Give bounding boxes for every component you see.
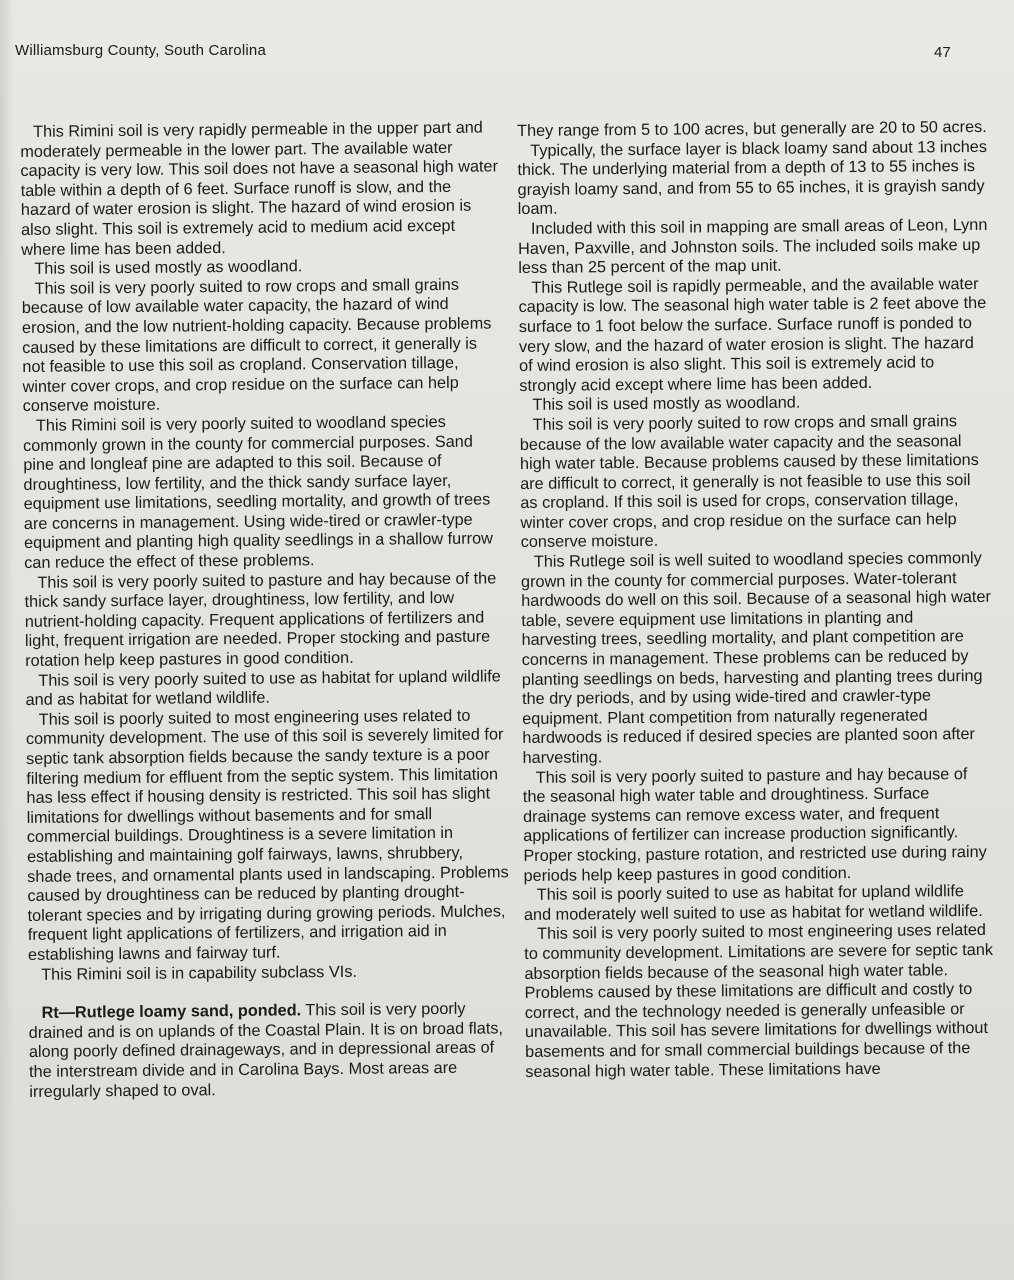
section-rutlege-text: This soil is very poorly drained and is on uplands of the Coastal Plain. It is on broad flats, along poorly defined drainageways, and in depressional areas of the interstream divide and in Carolina Bays. Most areas are irregularly shaped to oval. <box>28 999 504 1101</box>
paragraph-rimini-woodland: This Rimini soil is very poorly suited to woodland species commonly grown in the county for commercial purposes. Sand pine and longleaf pine are adapted to this soil. Because of droughtiness, low fertility, and the thick sandy surface layer, equipment use limitations, seedling mortality, and growth of trees are concerns in management. Using wide-tired or crawler-type equipment and planting high quality seedlings in a shallow furrow can reduce the effect of these problems. <box>23 412 493 573</box>
paragraph-rimini-engineering: This soil is poorly suited to most engineering uses related to community development. The use of this soil is severely limited for septic tank absorption fields because the sandy texture is a poor filtering medium for effluent from the septic system. This limitation has less effect if housing density is restricted. This soil has slight limitations for dwellings without basements and for small commercial buildings. Droughtiness is a severe limitation in establishing and maintaining golf fairways, lawns, shrubbery, shade trees, and ornamental plants used in landscaping. Problems caused by droughtiness can be reduced by planting drought-tolerant species and by irrigating during growing periods. Mulches, frequent light applications of fertilizers, and irrigation aid in establishing lawns and fairway turf. <box>25 706 509 964</box>
page-edge-shadow <box>0 0 14 1280</box>
page-number: 47 <box>934 44 951 61</box>
paragraph-rimini-wildlife: This soil is very poorly suited to use as habitat for upland wildlife and as habitat for wetland wildlife. <box>25 667 501 710</box>
paragraph-rutlege-profile: Typically, the surface layer is black loamy sand about 13 inches thick. The underlying material from a depth of 13 to 55 inches is grayish loamy sand, and from 55 to 65 inches, it is grayish sandy loam. <box>517 137 988 219</box>
paragraph-rutlege-crops: This soil is very poorly suited to row crops and small grains because of the low available water capacity and the seasonal high water table. Because problems caused by these limitations are difficult to correct, it generally is not feasible to use this soil as cropland. If this soil is used for crops, conservation tillage, winter cover crops, and crop residue on the surface can help conserve moisture. <box>519 412 979 552</box>
paragraph-rimini-use: This soil is used mostly as woodland. <box>34 257 303 279</box>
section-heading-rutlege: Rt—Rutlege loamy sand, ponded. <box>41 1001 302 1022</box>
paragraph-rimini-permeability: This Rimini soil is very rapidly permeable in the upper part and moderately permeable in the lower part. The available water capacity is very low. This soil does not have a seasonal high water table within a depth of 6 feet. Surface runoff is slow, and the hazard of water erosion is slight. The hazard of wind erosion is also slight. This soil is extremely acid to medium acid except where lime has been added. <box>20 118 499 259</box>
paragraph-rimini-crops: This soil is very poorly suited to row crops and small grains because of low available water capacity, the hazard of wind erosion, and the low nutrient-holding capacity. Because problems caused by these limitations are difficult to correct, it generally is not feasible to use this soil as cropland. Conservation tillage, winter cover crops, and crop residue on the surface can help conserve moisture. <box>21 275 492 416</box>
paragraph-rutlege-area-size: They range from 5 to 100 acres, but generally are 20 to 50 acres. <box>517 117 987 140</box>
paragraph-rutlege-permeability: This Rutlege soil is rapidly permeable, and the available water capacity is low. The seasonal high water table is 2 feet above the surface to 1 foot below the surface. Surface runoff is ponded to very slow, and the hazard of water erosion is slight. The hazard of wind erosion is also slight. This soil is extremely acid to strongly acid except where lime has been added. <box>518 274 987 395</box>
left-text-column <box>20 118 511 1102</box>
section-rutlege-intro <box>28 999 511 1102</box>
paragraph-rutlege-use: This soil is used mostly as woodland. <box>532 393 801 415</box>
running-header-title: Williamsburg County, South Carolina <box>15 42 266 59</box>
paragraph-rimini-pasture: This soil is very poorly suited to pasture and hay because of the thick sandy surface layer, droughtiness, low fertility, and low nutrient-holding capacity. Frequent applications of fertilizers and light, frequent irrigation are needed. Proper stocking and pasture rotation help keep pastures in good condition. <box>24 569 497 671</box>
paragraph-rutlege-pasture: This soil is very poorly suited to pasture and hay because of the seasonal high water table and droughtiness. Surface drainage systems can remove excess water, and frequent applications of fertilizer can increase production significantly. Proper stocking, pasture rotation, and restricted use during rainy periods help keep pastures in good condition. <box>522 764 987 885</box>
paragraph-rutlege-wildlife: This soil is poorly suited to use as habitat for upland wildlife and moderately well suited to use as habitat for wetland wildlife. <box>523 882 983 924</box>
paragraph-rimini-capability: This Rimini soil is in capability subclass VIs. <box>41 962 358 984</box>
paragraph-rutlege-inclusions: Included with this soil in mapping are small areas of Leon, Lynn Haven, Paxville, and Johnston soils. The included soils make up less than 25 percent of the map unit. <box>518 215 988 278</box>
paragraph-rutlege-engineering: This soil is very poorly suited to most engineering uses related to community development. Limitations are severe for septic tank absorption fields because of the seasonal high water table. Problems caused by these limitations are difficult and costly to correct, and the technology needed is generally unfeasible or unavailable. This soil has severe limitations for dwellings without basements and for small commercial buildings because of the seasonal high water table. These limitations have <box>524 921 994 1081</box>
right-text-column <box>517 118 995 1082</box>
paragraph-rutlege-woodland: This Rutlege soil is well suited to woodland species commonly grown in the county for commercial purposes. Water-tolerant hardwoods do well on this soil. Because of a seasonal high water table, severe equipment use limitations in planting and harvesting trees, seedling mortality, and plant competition are concerns in management. These problems can be reduced by planting seedlings on beds, harvesting and planting trees during the dry periods, and by using wide-tired and crawler-type equipment. Plant competition from naturally regenerated hardwoods is reduced if desired species are planted soon after harvesting. <box>520 549 991 767</box>
